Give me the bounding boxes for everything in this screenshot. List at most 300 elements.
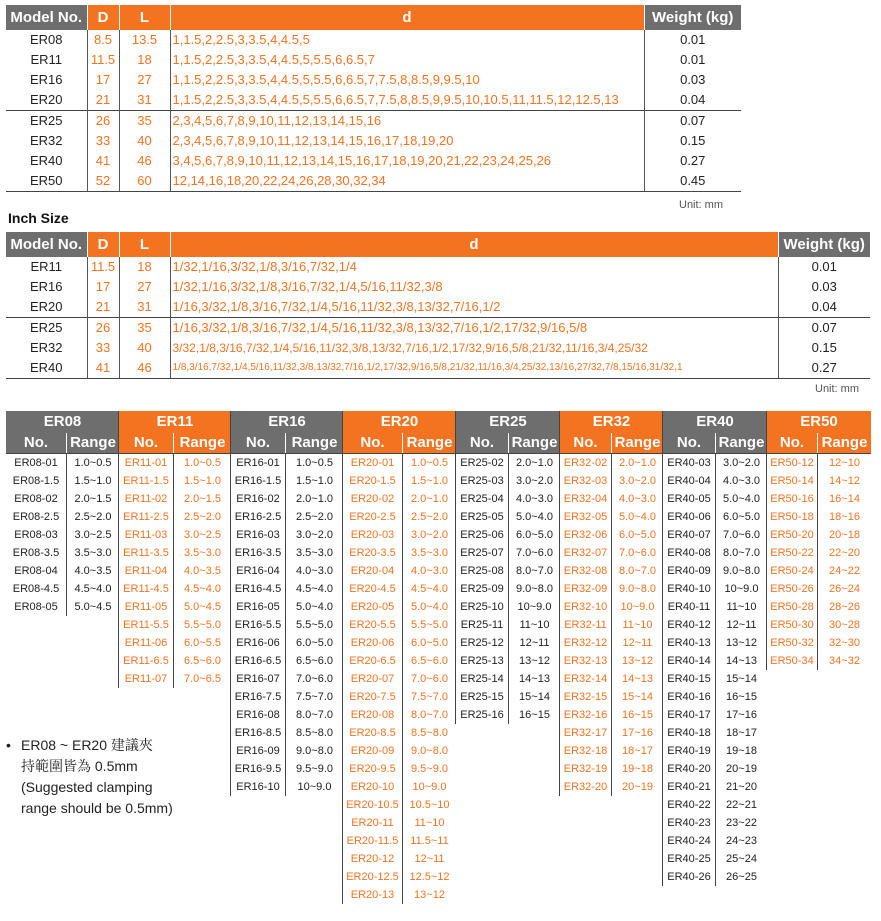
collet-row xyxy=(343,886,456,904)
spec-row xyxy=(6,338,870,358)
collet-row xyxy=(119,526,231,544)
collet-no-cell: ER20-5.5 xyxy=(349,619,396,631)
collet-no-cell: ER11-4.5 xyxy=(123,583,169,595)
collet-no-cell: ER20-8.5 xyxy=(349,727,396,739)
collet-subheader xyxy=(231,433,343,453)
collet-row xyxy=(560,508,663,526)
collet-row xyxy=(343,814,456,832)
collet-range-cell: 3.5~3.0 xyxy=(285,544,343,562)
collet-no-cell: ER50-28 xyxy=(770,601,814,613)
collet-range-cell: 8.0~7.0 xyxy=(508,562,560,580)
collet-range-cell: 12.5~12 xyxy=(402,868,456,886)
collet-range-cell: 26~24 xyxy=(817,580,871,598)
collet-no-cell: ER40-19 xyxy=(667,745,711,757)
note-line: 持範圍皆為 0.5mm xyxy=(21,758,138,774)
model-cell: ER20 xyxy=(29,92,63,107)
collet-row xyxy=(456,706,560,724)
range-header: Range xyxy=(611,433,663,453)
collet-range-cell: 5.5~5.0 xyxy=(402,616,456,634)
collet-no-cell: ER25-16 xyxy=(460,709,504,721)
collet-no-cell: ER32-19 xyxy=(563,763,608,775)
collet-group-title: ER11 xyxy=(119,411,231,433)
collet-range-cell: 28~26 xyxy=(817,598,871,616)
collet-range-cell: 5.0~4.0 xyxy=(402,598,456,616)
collet-group-title: ER50 xyxy=(767,411,871,433)
collet-no-cell: ER50-22 xyxy=(770,547,814,559)
collet-row xyxy=(560,634,663,652)
collet-row xyxy=(767,490,871,508)
no-header: No. xyxy=(573,434,598,451)
collet-row xyxy=(343,850,456,868)
collet-no-cell: ER11-07 xyxy=(124,673,168,685)
l-value-cell: 31 xyxy=(119,297,170,318)
clamping-sizes-cell: 1,1.5,2,2.5,3,3.5,4,4.5,5,5.5,6,6.5,7,7.5,8,8.5,9,9.5,10 xyxy=(170,70,644,90)
collet-no-cell: ER08-1.5 xyxy=(12,475,60,487)
collet-row xyxy=(560,472,663,490)
collet-row xyxy=(663,832,767,850)
model-cell: ER40 xyxy=(6,358,87,379)
collet-row xyxy=(343,526,456,544)
l-length-header: L xyxy=(119,232,170,257)
collet-no-cell: ER40-14 xyxy=(667,655,711,667)
collet-no-cell: ER08-04 xyxy=(14,565,58,577)
collet-row xyxy=(767,652,871,670)
collet-row xyxy=(231,508,343,526)
collet-row xyxy=(119,544,231,562)
collet-range-cell: 15~14 xyxy=(611,688,663,706)
collet-row xyxy=(119,598,231,616)
collet-no-cell: ER11-3.5 xyxy=(123,547,169,559)
collet-row xyxy=(767,634,871,652)
collet-no-cell: ER11-01 xyxy=(124,457,168,469)
d-value-cell: 41 xyxy=(87,151,119,171)
collet-range-cell: 6.0~5.5 xyxy=(173,634,231,652)
spec-row xyxy=(6,50,741,70)
collet-range-cell: 18~17 xyxy=(715,724,767,742)
collet-range-cell: 2.0~1.0 xyxy=(508,454,560,472)
spec-row xyxy=(6,70,741,90)
collet-no-cell: ER32-10 xyxy=(563,601,608,613)
collet-row xyxy=(231,688,343,706)
collet-row xyxy=(343,508,456,526)
collet-row xyxy=(663,598,767,616)
collet-range-cell: 13~12 xyxy=(611,652,663,670)
collet-row xyxy=(767,580,871,598)
collet-no-cell: ER25-03 xyxy=(460,475,504,487)
collet-no-cell: ER40-22 xyxy=(667,799,711,811)
collet-no-cell: ER25-06 xyxy=(460,529,504,541)
collet-range-cell: 9.5~9.0 xyxy=(285,760,343,778)
spec-row xyxy=(6,358,870,379)
l-value-cell: 31 xyxy=(119,90,170,111)
l-value-cell: 27 xyxy=(119,277,170,297)
collet-range-cell: 1.5~1.0 xyxy=(173,472,231,490)
range-header: Range xyxy=(817,433,871,453)
collet-row xyxy=(456,526,560,544)
spec-row xyxy=(6,90,741,111)
collet-row xyxy=(560,544,663,562)
spec-row xyxy=(6,318,870,339)
collet-row xyxy=(119,562,231,580)
clamping-sizes-cell: 3,4,5,6,7,8,9,10,11,12,13,14,15,16,17,18,19,20,21,22,23,24,25,26 xyxy=(170,151,644,171)
collet-range-cell: 12~11 xyxy=(508,634,560,652)
collet-range-cell: 23~22 xyxy=(715,814,767,832)
clamping-sizes-cell: 12,14,16,18,20,22,24,26,28,30,32,34 xyxy=(170,171,644,192)
weight-cell: 0.15 xyxy=(644,131,741,151)
collet-no-cell: ER40-21 xyxy=(667,781,711,793)
collet-no-cell: ER11-05 xyxy=(124,601,168,613)
collet-no-cell: ER32-02 xyxy=(563,457,608,469)
collet-row xyxy=(6,490,119,508)
collet-no-cell: ER20-09 xyxy=(350,745,395,757)
collet-row xyxy=(231,652,343,670)
collet-range-cell: 4.0~3.5 xyxy=(66,562,119,580)
inch-size-table xyxy=(6,232,870,379)
collet-range-cell: 14~13 xyxy=(611,670,663,688)
collet-range-cell: 12~11 xyxy=(611,634,663,652)
collet-no-cell: ER11-02 xyxy=(124,493,168,505)
collet-no-cell: ER40-25 xyxy=(667,853,711,865)
collet-no-cell: ER40-26 xyxy=(667,871,711,883)
weight-cell: 0.07 xyxy=(644,111,741,132)
weight-cell: 0.01 xyxy=(778,257,870,277)
collet-range-cell: 6.5~6.0 xyxy=(402,652,456,670)
collet-range-cell: 9.0~8.0 xyxy=(715,562,767,580)
collet-no-cell: ER50-12 xyxy=(770,457,814,469)
clamping-sizes-cell: 1/8,3/16,7/32,1/4,5/16,11/32,3/8,13/32,7/16,1/2,17/32,9/16,5/8,21/32,11/16,3/4,25/32,13/16,27/32,7/8,15/16,31/32,1 xyxy=(170,358,778,379)
collet-no-cell: ER40-12 xyxy=(667,619,711,631)
collet-range-cell: 17~16 xyxy=(611,724,663,742)
collet-range-cell: 1.5~1.0 xyxy=(66,472,119,490)
collet-row xyxy=(119,508,231,526)
collet-no-cell: ER32-16 xyxy=(563,709,608,721)
collet-range-cell: 16~15 xyxy=(611,706,663,724)
collet-row xyxy=(663,526,767,544)
range-header: Range xyxy=(508,433,560,453)
collet-range-cell: 17~16 xyxy=(715,706,767,724)
metric-unit-note: Unit: mm xyxy=(679,199,723,211)
collet-group-er25 xyxy=(456,411,560,724)
collet-row xyxy=(767,508,871,526)
collet-range-cell: 11~10 xyxy=(402,814,456,832)
range-header: Range xyxy=(173,433,231,453)
collet-row xyxy=(767,472,871,490)
group-divider xyxy=(766,411,767,670)
collet-row xyxy=(231,598,343,616)
collet-range-cell: 16~15 xyxy=(715,688,767,706)
collet-range-cell: 16~14 xyxy=(817,490,871,508)
d-value-cell: 26 xyxy=(87,318,119,339)
model-cell: ER20 xyxy=(29,299,63,314)
clamping-sizes-cell: 2,3,4,5,6,7,8,9,10,11,12,13,14,15,16,17,18,19,20 xyxy=(170,131,644,151)
group-divider xyxy=(118,411,119,688)
collet-row xyxy=(663,490,767,508)
collet-row xyxy=(456,508,560,526)
collet-no-cell: ER50-30 xyxy=(770,619,814,631)
collet-range-cell: 8.5~8.0 xyxy=(285,724,343,742)
weight-cell: 0.07 xyxy=(778,318,870,339)
metric-header-row xyxy=(6,5,741,30)
collet-range-cell: 10~9.0 xyxy=(611,598,663,616)
weight-cell: 0.01 xyxy=(644,50,741,70)
collet-range-cell: 7.0~6.0 xyxy=(715,526,767,544)
collet-no-cell: ER40-04 xyxy=(667,475,711,487)
collet-range-cell: 26~25 xyxy=(715,868,767,886)
collet-group-title: ER08 xyxy=(6,411,119,433)
collet-row xyxy=(343,796,456,814)
collet-no-cell: ER20-10 xyxy=(350,781,395,793)
collet-range-cell: 15~14 xyxy=(508,688,560,706)
collet-row xyxy=(560,742,663,760)
collet-no-cell: ER50-14 xyxy=(770,475,814,487)
collet-row xyxy=(663,508,767,526)
collet-row xyxy=(119,616,231,634)
group-divider xyxy=(662,411,663,886)
collet-no-cell: ER20-3.5 xyxy=(349,547,396,559)
collet-no-cell: ER32-13 xyxy=(563,655,608,667)
collet-row xyxy=(343,580,456,598)
collet-row xyxy=(6,544,119,562)
collet-range-cell: 7.0~6.0 xyxy=(285,670,343,688)
inch-unit-note: Unit: mm xyxy=(815,383,859,395)
clamping-d-header: d xyxy=(170,232,778,257)
no-header: No. xyxy=(23,434,49,451)
collet-range-cell: 5.5~5.0 xyxy=(173,616,231,634)
collet-range-cell: 1.0~0.5 xyxy=(285,454,343,472)
collet-range-cell: 4.0~3.5 xyxy=(173,562,231,580)
collet-row xyxy=(343,544,456,562)
collet-no-cell: ER25-15 xyxy=(460,691,504,703)
l-value-cell: 13.5 xyxy=(119,30,170,50)
collet-range-cell: 6.0~5.0 xyxy=(715,508,767,526)
collet-row xyxy=(767,562,871,580)
collet-no-cell: ER50-32 xyxy=(770,637,814,649)
l-value-cell: 35 xyxy=(119,318,170,339)
collet-row xyxy=(767,544,871,562)
model-cell: ER32 xyxy=(29,133,63,148)
collet-no-cell: ER25-10 xyxy=(460,601,504,613)
collet-row xyxy=(343,472,456,490)
collet-range-cell: 6.0~5.0 xyxy=(402,634,456,652)
collet-no-cell: ER20-12.5 xyxy=(346,871,399,883)
collet-row xyxy=(456,490,560,508)
collet-range-cell: 16~15 xyxy=(508,706,560,724)
collet-row xyxy=(456,472,560,490)
collet-no-cell: ER20-7.5 xyxy=(349,691,396,703)
collet-row xyxy=(343,652,456,670)
group-divider xyxy=(342,411,343,904)
collet-range-cell: 9.0~8.0 xyxy=(285,742,343,760)
collet-row xyxy=(343,742,456,760)
collet-subheader xyxy=(6,433,119,453)
d-value-cell: 21 xyxy=(87,297,119,318)
d-value-cell: 26 xyxy=(87,111,119,132)
collet-row xyxy=(231,454,343,472)
collet-range-cell: 19~18 xyxy=(611,760,663,778)
model-cell: ER50 xyxy=(6,171,87,192)
collet-row xyxy=(231,526,343,544)
collet-no-cell: ER20-06 xyxy=(350,637,395,649)
no-header: No. xyxy=(779,434,805,451)
collet-range-cell: 4.0~3.0 xyxy=(508,490,560,508)
clamping-sizes-cell: 1/16,3/32,1/8,3/16,7/32,1/4,5/16,11/32,3/8,13/32,7/16,1/2 xyxy=(170,297,778,318)
collet-subheader xyxy=(663,433,767,453)
collet-range-cell: 6.0~5.0 xyxy=(508,526,560,544)
collet-no-cell: ER32-17 xyxy=(563,727,608,739)
collet-row xyxy=(343,490,456,508)
collet-no-cell: ER16-04 xyxy=(236,565,280,577)
d-value-cell: 17 xyxy=(87,70,119,90)
collet-no-cell: ER40-11 xyxy=(667,601,711,613)
collet-row xyxy=(663,760,767,778)
spec-row xyxy=(6,111,741,132)
collet-range-cell: 11~10 xyxy=(508,616,560,634)
collet-row xyxy=(456,616,560,634)
l-value-cell: 18 xyxy=(119,257,170,277)
collet-no-cell: ER20-11 xyxy=(351,817,394,829)
collet-range-cell: 1.5~1.0 xyxy=(285,472,343,490)
collet-no-cell: ER16-09 xyxy=(236,745,280,757)
clamping-sizes-cell: 1/16,3/32,1/8,3/16,7/32,1/4,5/16,11/32,3/8,13/32,7/16,1/2,17/32,9/16,5/8 xyxy=(170,318,778,339)
collet-range-cell: 14~12 xyxy=(817,472,871,490)
d-value-cell: 17 xyxy=(87,277,119,297)
collet-range-cell: 2.0~1.5 xyxy=(173,490,231,508)
model-no-header: Model No. xyxy=(6,232,87,257)
bullet-icon: • xyxy=(6,737,11,753)
collet-range-cell: 5.0~4.5 xyxy=(173,598,231,616)
model-cell: ER16 xyxy=(29,72,63,87)
collet-range-cell: 24~23 xyxy=(715,832,767,850)
collet-row xyxy=(231,724,343,742)
collet-range-cell: 8.0~7.0 xyxy=(402,706,456,724)
collet-no-cell: ER40-09 xyxy=(667,565,711,577)
spec-row xyxy=(6,151,741,171)
collet-no-cell: ER32-18 xyxy=(563,745,608,757)
collet-range-cell: 5.0~4.5 xyxy=(66,598,119,616)
collet-row xyxy=(231,778,343,796)
collet-no-cell: ER40-15 xyxy=(667,673,711,685)
collet-no-cell: ER20-13 xyxy=(350,889,395,901)
weight-header: Weight (kg) xyxy=(644,5,741,30)
collet-no-cell: ER40-18 xyxy=(667,727,711,739)
model-cell: ER11 xyxy=(30,52,63,67)
collet-no-cell: ER40-05 xyxy=(667,493,711,505)
no-header: No. xyxy=(133,434,159,451)
collet-no-cell: ER32-11 xyxy=(564,619,607,631)
collet-row xyxy=(663,868,767,886)
collet-range-cell: 9.0~8.0 xyxy=(611,580,663,598)
collet-no-cell: ER25-09 xyxy=(460,583,504,595)
collet-row xyxy=(343,868,456,886)
collet-range-cell: 8.5~8.0 xyxy=(402,724,456,742)
collet-row xyxy=(663,724,767,742)
collet-row xyxy=(6,454,119,472)
clamping-sizes-cell: 1,1.5,2,2.5,3,3.5,4,4.5,5,5.5,6,6.5,7 xyxy=(170,50,644,70)
collet-range-cell: 5.5~5.0 xyxy=(285,616,343,634)
collet-range-cell: 14~13 xyxy=(508,670,560,688)
collet-range-cell: 3.0~2.0 xyxy=(285,526,343,544)
collet-no-cell: ER16-4.5 xyxy=(234,583,282,595)
collet-row xyxy=(663,814,767,832)
collet-range-cell: 8.0~7.0 xyxy=(285,706,343,724)
collet-no-cell: ER20-04 xyxy=(350,565,395,577)
collet-no-cell: ER11-04 xyxy=(124,565,168,577)
collet-row xyxy=(119,490,231,508)
collet-range-cell: 11~10 xyxy=(715,598,767,616)
collet-no-cell: ER11-2.5 xyxy=(123,511,169,523)
d-diameter-header: D xyxy=(87,5,119,30)
collet-no-cell: ER50-16 xyxy=(770,493,814,505)
collet-no-cell: ER16-1.5 xyxy=(234,475,282,487)
collet-subheader xyxy=(456,433,560,453)
collet-range-cell: 34~32 xyxy=(817,652,871,670)
collet-range-cell: 3.0~2.0 xyxy=(715,454,767,472)
collet-range-cell: 8.0~7.0 xyxy=(611,562,663,580)
spec-row xyxy=(6,131,741,151)
collet-range-cell: 20~18 xyxy=(817,526,871,544)
collet-range-cell: 4.0~3.0 xyxy=(402,562,456,580)
collet-no-cell: ER16-06 xyxy=(236,637,280,649)
collet-range-cell: 32~30 xyxy=(817,634,871,652)
collet-row xyxy=(231,706,343,724)
collet-group-er11 xyxy=(119,411,231,688)
collet-subheader xyxy=(119,433,231,453)
collet-row xyxy=(560,580,663,598)
collet-range-cell: 1.5~1.0 xyxy=(402,472,456,490)
collet-no-cell: ER08-4.5 xyxy=(12,583,60,595)
collet-no-cell: ER32-04 xyxy=(563,493,608,505)
collet-no-cell: ER16-02 xyxy=(236,493,280,505)
collet-no-cell: ER20-12 xyxy=(350,853,395,865)
collet-range-cell: 2.5~2.0 xyxy=(66,508,119,526)
collet-row xyxy=(119,652,231,670)
collet-row xyxy=(119,454,231,472)
collet-no-cell: ER32-12 xyxy=(563,637,608,649)
collet-range-cell: 10~9.0 xyxy=(715,580,767,598)
collet-row xyxy=(343,688,456,706)
model-cell: ER25 xyxy=(6,318,87,339)
collet-range-cell: 2.5~2.0 xyxy=(285,508,343,526)
collet-row xyxy=(767,616,871,634)
collet-row xyxy=(231,760,343,778)
clamping-d-header: d xyxy=(170,5,644,30)
collet-no-cell: ER20-03 xyxy=(350,529,395,541)
d-value-cell: 33 xyxy=(87,338,119,358)
collet-range-cell: 30~28 xyxy=(817,616,871,634)
collet-no-cell: ER16-3.5 xyxy=(234,547,282,559)
collet-row xyxy=(560,724,663,742)
spec-row xyxy=(6,30,741,50)
collet-row xyxy=(343,598,456,616)
model-no-header: Model No. xyxy=(6,5,87,30)
spec-row xyxy=(6,257,870,277)
collet-row xyxy=(456,544,560,562)
d-value-cell: 11.5 xyxy=(87,50,119,70)
collet-no-cell: ER20-10.5 xyxy=(346,799,399,811)
collet-no-cell: ER25-05 xyxy=(460,511,504,523)
collet-row xyxy=(343,562,456,580)
collet-no-cell: ER25-08 xyxy=(460,565,504,577)
collet-row xyxy=(119,634,231,652)
collet-row xyxy=(343,760,456,778)
collet-range-cell: 4.5~4.0 xyxy=(173,580,231,598)
collet-range-cell: 10~9.0 xyxy=(508,598,560,616)
clamping-sizes-cell: 2,3,4,5,6,7,8,9,10,11,12,13,14,15,16 xyxy=(170,111,644,132)
weight-cell: 0.04 xyxy=(644,90,741,111)
collet-range-cell: 2.0~1.0 xyxy=(285,490,343,508)
collet-row xyxy=(560,598,663,616)
no-header: No. xyxy=(676,434,702,451)
